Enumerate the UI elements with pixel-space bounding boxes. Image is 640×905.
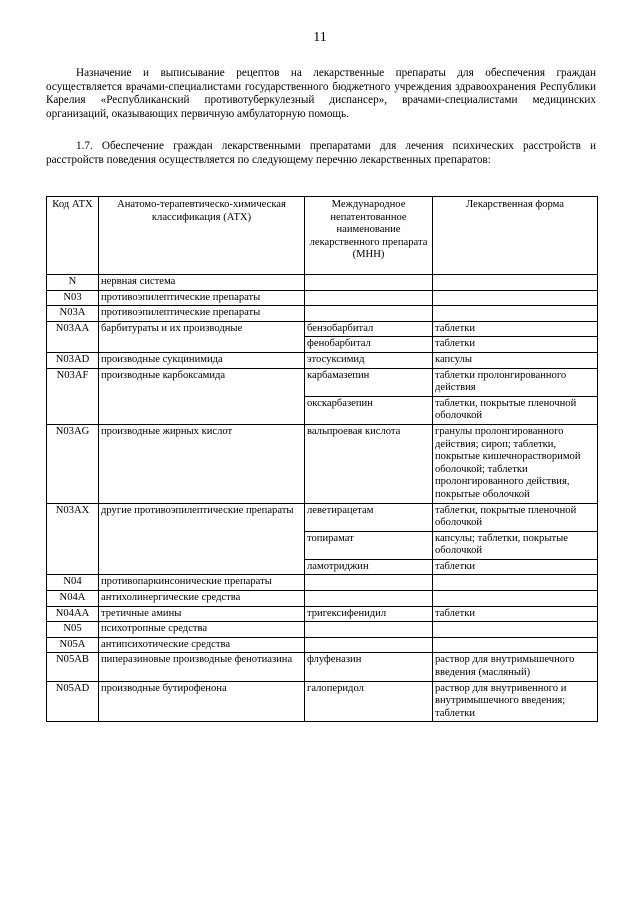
- table-row: [47, 622, 598, 638]
- cell-form: [433, 622, 598, 638]
- cell-inn: окскарбазепин: [305, 396, 433, 424]
- cell-code: N03AG: [47, 424, 99, 503]
- cell-form: гранулы пролонгированного действия; сироп; таблетки, покрытые кишечнорастворимой оболочкой; таблетки пролонгированного действия, покрытые оболочкой: [433, 424, 598, 503]
- cell-form: таблетки: [433, 321, 598, 337]
- table-row: [47, 591, 598, 607]
- cell-form: [433, 637, 598, 653]
- header-inn: Международное непатентованное наименование лекарственного препарата (МНН): [305, 197, 433, 275]
- cell-code: N03AX: [47, 503, 99, 531]
- cell-classification: противоэпилептические препараты: [99, 290, 305, 306]
- cell-classification: [99, 531, 305, 559]
- table-row: [47, 368, 598, 396]
- cell-inn: карбамазепин: [305, 368, 433, 396]
- cell-classification: [99, 396, 305, 424]
- cell-form: таблетки, покрытые пленочной оболочкой: [433, 503, 598, 531]
- cell-code: N05AB: [47, 653, 99, 681]
- cell-form: раствор для внутримышечного введения (масляный): [433, 653, 598, 681]
- cell-code: N04AA: [47, 606, 99, 622]
- cell-classification: пиперазиновые производные фенотиазина: [99, 653, 305, 681]
- cell-inn: [305, 591, 433, 607]
- cell-code: [47, 559, 99, 575]
- cell-inn: бензобарбитал: [305, 321, 433, 337]
- header-code: Код АТХ: [47, 197, 99, 275]
- cell-code: [47, 531, 99, 559]
- cell-classification: третичные амины: [99, 606, 305, 622]
- header-classification: Анатомо-терапевтическо-химическая классификация (АТХ): [99, 197, 305, 275]
- cell-code: N03AD: [47, 352, 99, 368]
- table-row: [47, 531, 598, 559]
- cell-form: таблетки пролонгированного действия: [433, 368, 598, 396]
- cell-form: [433, 275, 598, 291]
- table-row: [47, 606, 598, 622]
- table-row: [47, 352, 598, 368]
- cell-form: [433, 290, 598, 306]
- table-row: [47, 424, 598, 503]
- cell-inn: [305, 637, 433, 653]
- table-row: [47, 306, 598, 322]
- cell-inn: [305, 622, 433, 638]
- table-row: [47, 337, 598, 353]
- cell-form: таблетки: [433, 559, 598, 575]
- cell-classification: [99, 559, 305, 575]
- cell-classification: производные сукцинимида: [99, 352, 305, 368]
- cell-form: таблетки, покрытые пленочной оболочкой: [433, 396, 598, 424]
- cell-code: N05AD: [47, 681, 99, 722]
- cell-classification: барбитураты и их производные: [99, 321, 305, 337]
- table-row: [47, 681, 598, 722]
- table-row: [47, 653, 598, 681]
- cell-code: N05: [47, 622, 99, 638]
- cell-inn: ламотриджин: [305, 559, 433, 575]
- table-row: [47, 321, 598, 337]
- table-row: [47, 503, 598, 531]
- cell-classification: антихолинергические средства: [99, 591, 305, 607]
- cell-form: [433, 575, 598, 591]
- cell-code: N04: [47, 575, 99, 591]
- cell-form: капсулы: [433, 352, 598, 368]
- cell-code: N05A: [47, 637, 99, 653]
- cell-classification: антипсихотические средства: [99, 637, 305, 653]
- paragraph-section-1-7: 1.7. Обеспечение граждан лекарственными препаратами для лечения психических расстройств и расстройств поведения осуществляется по следующему перечню лекарственных препаратов:: [46, 140, 596, 166]
- cell-code: N03AA: [47, 321, 99, 337]
- page-number: 11: [313, 30, 327, 45]
- cell-classification: противопаркинсонические препараты: [99, 575, 305, 591]
- cell-classification: нервная система: [99, 275, 305, 291]
- cell-form: [433, 306, 598, 322]
- cell-code: [47, 396, 99, 424]
- cell-inn: этосуксимид: [305, 352, 433, 368]
- table-row: [47, 637, 598, 653]
- cell-code: N03: [47, 290, 99, 306]
- cell-code: N03AF: [47, 368, 99, 396]
- cell-code: N03A: [47, 306, 99, 322]
- cell-inn: [305, 306, 433, 322]
- cell-classification: производные жирных кислот: [99, 424, 305, 503]
- cell-inn: [305, 275, 433, 291]
- cell-inn: [305, 575, 433, 591]
- header-form: Лекарственная форма: [433, 197, 598, 275]
- cell-inn: [305, 290, 433, 306]
- table-row: [47, 575, 598, 591]
- table-header-row: [47, 197, 598, 275]
- cell-form: [433, 591, 598, 607]
- cell-form: таблетки: [433, 606, 598, 622]
- cell-form: раствор для внутривенного и внутримышечного введения; таблетки: [433, 681, 598, 722]
- cell-code: [47, 337, 99, 353]
- cell-form: капсулы; таблетки, покрытые оболочкой: [433, 531, 598, 559]
- cell-code: N04A: [47, 591, 99, 607]
- cell-inn: галоперидол: [305, 681, 433, 722]
- cell-classification: производные карбоксамида: [99, 368, 305, 396]
- cell-code: N: [47, 275, 99, 291]
- cell-classification: противоэпилептические препараты: [99, 306, 305, 322]
- cell-classification: психотропные средства: [99, 622, 305, 638]
- cell-inn: топирамат: [305, 531, 433, 559]
- paragraph-prescription: Назначение и выписывание рецептов на лекарственные препараты для обеспечения граждан осуществляется врачами-специалистами государственного бюджетного учреждения здравоохранения Республики Карелия «Республиканский противотуберкулезный диспансер», врачами-специалистами медицинских организаций, оказывающих первичную амбулаторную помощь.: [46, 67, 596, 120]
- cell-inn: вальпроевая кислота: [305, 424, 433, 503]
- table-row: [47, 290, 598, 306]
- cell-form: таблетки: [433, 337, 598, 353]
- cell-inn: фенобарбитал: [305, 337, 433, 353]
- table-row: [47, 275, 598, 291]
- cell-inn: флуфеназин: [305, 653, 433, 681]
- cell-classification: [99, 337, 305, 353]
- table-row: [47, 559, 598, 575]
- table-body: [47, 275, 598, 722]
- cell-inn: тригексифенидил: [305, 606, 433, 622]
- cell-classification: другие противоэпилептические препараты: [99, 503, 305, 531]
- cell-inn: леветирацетам: [305, 503, 433, 531]
- cell-classification: производные бутирофенона: [99, 681, 305, 722]
- table-row: [47, 396, 598, 424]
- atx-table: [46, 196, 598, 722]
